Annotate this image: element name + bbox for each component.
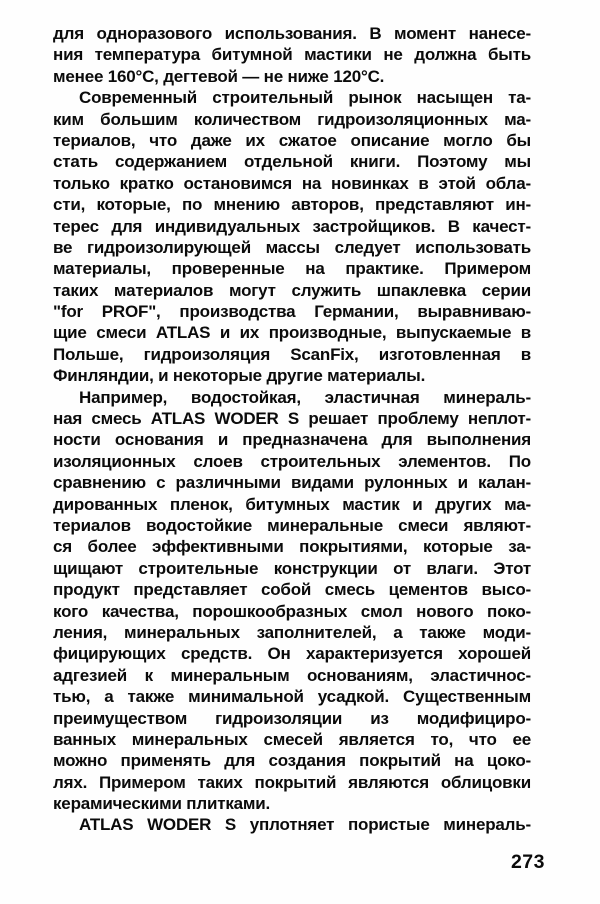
text-line: щие смеси ATLAS и их производные, выпускаемые в (53, 323, 531, 343)
text-line: Например, водостойкая, эластичная минераль- (79, 387, 531, 407)
text-line: щищают строительные конструкции от влаги. Этот (53, 558, 531, 578)
text-line: ATLAS WODER S уплотняет пористые минераль- (79, 815, 531, 835)
text-line: ная смесь ATLAS WODER S решает проблему неплот- (53, 409, 531, 429)
text-line: тью, а также минимальной усадкой. Существенным (53, 687, 531, 707)
text-line: ким большим количеством гидроизоляционных ма- (53, 109, 531, 129)
text-line: материалы, проверенные на практике. Примером (53, 259, 531, 279)
text-line: можно применять для создания покрытий на цоко- (53, 751, 531, 771)
text-line: "for PROF", производства Германии, выравниваю- (53, 302, 531, 322)
text-line: Финляндии, и некоторые другие материалы. (53, 366, 426, 386)
text-line: териалов, что даже их сжатое описание могло бы (53, 130, 531, 150)
text-line: Польше, гидроизоляция ScanFix, изготовленная в (53, 344, 531, 364)
text-line: кого качества, порошкообразных смол нового поко- (53, 601, 531, 621)
text-line: фицирующих средств. Он характеризуется хорошей (53, 644, 531, 664)
text-line: изоляционных слоев строительных элементов. По (53, 451, 531, 471)
text-line: ния температура битумной мастики не должна быть (53, 45, 531, 65)
text-line: ления, минеральных заполнителей, а также моди- (53, 622, 531, 642)
text-line: продукт представляет собой смесь цементов высо- (53, 580, 531, 600)
text-line: преимуществом гидроизоляции из модифициро- (53, 708, 531, 728)
text-line: ванных минеральных смесей является то, что ее (53, 729, 531, 749)
text-line: адгезией к минеральным основаниям, эластичнос- (53, 665, 531, 685)
text-line: ся более эффективными покрытиями, которые за- (53, 537, 531, 557)
text-column (53, 23, 531, 836)
text-line: терес для индивидуальных застройщиков. В качест- (53, 216, 531, 236)
text-line: ве гидроизолирующей массы следует использовать (53, 237, 531, 257)
text-line: ности основания и предназначена для выполнения (53, 430, 531, 450)
text-line: лях. Примером таких покрытий являются облицовки (53, 772, 531, 792)
text-line: менее 160°С, дегтевой — не ниже 120°С. (53, 66, 385, 86)
page-number: 273 (510, 851, 545, 873)
text-line: для одноразового использования. В момент нанесе- (53, 24, 531, 43)
text-line: дированных пленок, битумных мастик и других ма- (53, 494, 531, 514)
text-line: только кратко остановимся на новинках в этой обла- (53, 173, 531, 193)
text-line: таких материалов могут служить шпаклевка серии (53, 280, 531, 300)
text-line: стать содержанием отдельной книги. Поэтому мы (53, 152, 531, 172)
text-line: сравнению с различными видами рулонных и калан- (53, 473, 531, 493)
text-line: Современный строительный рынок насыщен та- (79, 88, 531, 108)
text-line: сти, которые, по мнению авторов, представляют ин- (53, 195, 531, 215)
text-line: териалов водостойкие минеральные смеси являют- (53, 515, 531, 535)
text-line: керамическими плитками. (53, 794, 271, 814)
